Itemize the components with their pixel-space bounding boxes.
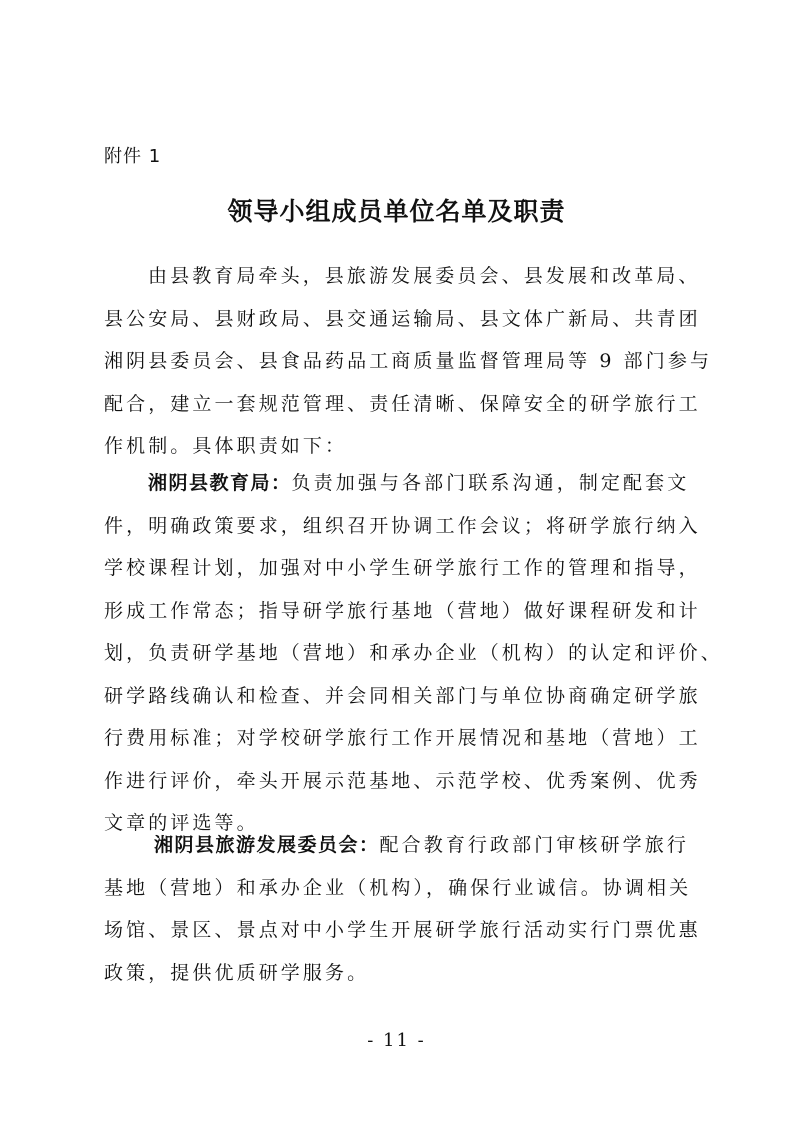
intro-line: 县公安局、县财政局、县交通运输局、县文体广新局、共青团 [104,307,701,330]
paragraph-first-line [104,462,704,505]
paragraph-line: 基地（营地）和承办企业（机构），确保行业诚信。协调相关 [104,876,692,899]
paragraph-line: 作进行评价，牵头开展示范基地、示范学校、优秀案例、优秀 [104,769,701,792]
paragraph-line: 政策，提供优质研学服务。 [104,961,370,984]
tourism-committee-paragraph [104,824,704,994]
intro-paragraph [104,255,713,468]
department-name: 湘阴县教育局： [148,472,292,494]
paragraph-line: 行费用标准；对学校研学旅行工作开展情况和基地（营地）工 [104,727,701,749]
paragraph-line: 划，负责研学基地（营地）和承办企业（机构）的认定和评价、 [104,642,723,664]
paragraph-line: 件，明确政策要求，组织召开协调工作会议；将研学旅行纳入 [104,514,701,537]
intro-line: 配合，建立一套规范管理、责任清晰、保障安全的研学旅行工 [104,392,701,415]
education-bureau-paragraph [104,462,723,845]
paragraph-line: 文章的评选等。 [104,812,259,834]
attachment-label: 附件 1 [104,146,162,167]
intro-line: 湘阴县委员会、县食品药品工商质量监督管理局等 9 部门参与 [104,350,713,372]
paragraph-line: 研学路线确认和检查、并会同相关部门与单位协商确定研学旅 [104,684,701,707]
paragraph-text: 负责加强与各部门联系沟通，制定配套文 [291,472,690,494]
document-title: 领导小组成员单位名单及职责 [227,197,566,226]
paragraph-text: 配合教育行政部门审核研学旅行 [379,834,689,856]
paragraph-line: 形成工作常态；指导研学旅行基地（营地）做好课程研发和计 [104,599,701,622]
paragraph-line: 场馆、景区、景点对中小学生开展研学旅行活动实行门票优惠 [104,919,701,941]
paragraph-first-line [104,824,704,867]
paragraph-line: 学校课程计划，加强对中小学生研学旅行工作的管理和指导， [104,557,701,579]
intro-line: 由县教育局牵头，县旅游发展委员会、县发展和改革局、 [148,265,701,287]
department-name: 湘阴县旅游发展委员会： [154,834,380,856]
page-number: - 11 - [367,1030,426,1051]
intro-line: 作机制。具体职责如下： [104,435,348,457]
